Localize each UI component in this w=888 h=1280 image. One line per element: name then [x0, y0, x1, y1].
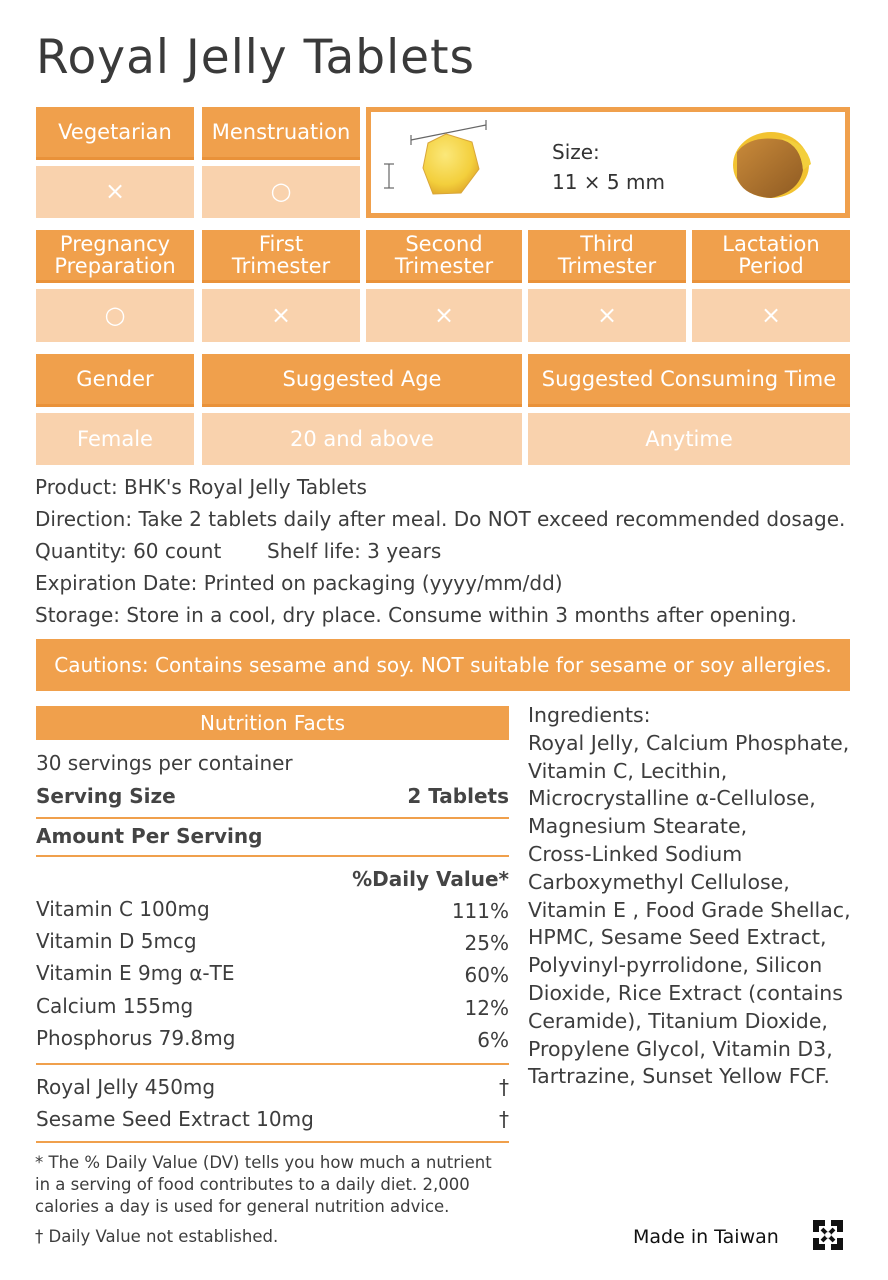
ingredients-line: Cross-Linked Sodium — [528, 841, 743, 866]
header-line: First — [258, 231, 304, 256]
ingredients-line: Tartrazine, Sunset Yellow FCF. — [528, 1064, 830, 1089]
header-line: Third — [580, 231, 634, 256]
size-panel — [366, 107, 850, 218]
menstruation-header: Menstruation — [202, 107, 360, 160]
pregnancy-preparation-header — [36, 230, 194, 283]
nutrient-dv: 25% — [464, 931, 509, 955]
ingredients-line: Carboxymethyl Cellulose, — [528, 869, 790, 894]
ingredients-line: Magnesium Stearate, — [528, 814, 748, 839]
daily-value-header: %Daily Value* — [352, 867, 509, 891]
gender-value: Female — [36, 413, 194, 465]
direction-line: Direction: Take 2 tablets daily after meal. Do NOT exceed recommended dosage. — [35, 507, 846, 531]
gender-header: Gender — [36, 354, 194, 407]
header-line: Preparation — [54, 254, 176, 278]
first-trimester-value: × — [202, 289, 360, 342]
footnote-line: in a serving of food contributes to a daily diet. 2,000 — [35, 1175, 470, 1194]
footnote-line: * The % Daily Value (DV) tells you how much a nutrient — [35, 1153, 492, 1172]
third-trimester-value: × — [528, 289, 686, 342]
product-line: Product: BHK's Royal Jelly Tablets — [35, 475, 367, 499]
ingredients-line: Dioxide, Rice Extract (contains — [528, 980, 843, 1005]
other-ingredient-dv: † — [499, 1075, 509, 1099]
ingredients-line: Polyvinyl-pyrrolidone, Silicon — [528, 953, 823, 978]
quantity-line: Quantity: 60 count — [35, 539, 222, 563]
nutrient-name: Vitamin E 9mg α-TE — [36, 961, 235, 985]
second-trimester-value: × — [366, 289, 522, 342]
page-title: Royal Jelly Tablets — [36, 30, 476, 85]
nutrient-name: Vitamin D 5mcg — [36, 929, 197, 953]
nutrient-dv: 111% — [451, 899, 509, 923]
nutrient-name: Calcium 155mg — [36, 994, 194, 1018]
shelf-life-line: Shelf life: 3 years — [267, 539, 442, 563]
header-line: Trimester — [231, 254, 331, 278]
ingredients-line: Ceramide), Titanium Dioxide, — [528, 1008, 828, 1033]
header-line: Second — [405, 231, 483, 256]
storage-line: Storage: Store in a cool, dry place. Consume within 3 months after opening. — [35, 603, 797, 627]
nutrient-dv: 60% — [464, 963, 509, 987]
other-ingredient-dv: † — [499, 1107, 509, 1131]
ingredients-line: Vitamin E , Food Grade Shellac, — [528, 897, 851, 922]
header-line: Trimester — [557, 254, 657, 278]
other-ingredient-name: Royal Jelly 450mg — [36, 1075, 216, 1099]
suggested-age-value: 20 and above — [202, 413, 522, 465]
ingredients-line: Vitamin C, Lecithin, — [528, 758, 728, 783]
suggested-age-header: Suggested Age — [202, 354, 522, 407]
menstruation-value: ○ — [202, 166, 360, 218]
header-line: Period — [738, 254, 804, 278]
expiration-line: Expiration Date: Printed on packaging (yyyy/mm/dd) — [35, 571, 563, 595]
nutrient-dv: 12% — [464, 996, 509, 1020]
pregnancy-preparation-value: ○ — [36, 289, 194, 342]
ingredients-line: Propylene Glycol, Vitamin D3, — [528, 1036, 833, 1061]
first-trimester-header — [202, 230, 360, 283]
suggested-time-value: Anytime — [528, 413, 850, 465]
ingredients-label: Ingredients: — [528, 703, 651, 727]
header-line: Pregnancy — [59, 231, 171, 256]
size-value: 11 × 5 mm — [552, 170, 665, 194]
ingredients-line: Royal Jelly, Calcium Phosphate, — [528, 730, 850, 755]
vegetarian-header: Vegetarian — [36, 107, 194, 160]
second-trimester-header — [366, 230, 522, 283]
divider — [36, 1063, 509, 1065]
serving-size-label: Serving Size — [36, 784, 176, 808]
caution-banner: Cautions: Contains sesame and soy. NOT suitable for sesame or soy allergies. — [36, 639, 850, 691]
other-ingredient-name: Sesame Seed Extract 10mg — [36, 1107, 314, 1131]
serving-size-value: 2 Tablets — [407, 784, 509, 808]
header-line: Lactation — [722, 231, 820, 256]
size-label: Size: — [552, 140, 600, 164]
nutrition-facts-header: Nutrition Facts — [36, 706, 509, 740]
divider — [36, 1141, 509, 1143]
nutrient-dv: 6% — [477, 1028, 509, 1052]
ingredients-line: Microcrystalline α-Cellulose, — [528, 786, 816, 811]
divider — [36, 817, 509, 819]
nutrient-name: Vitamin C 100mg — [36, 897, 210, 921]
vegetarian-value: × — [36, 166, 194, 218]
third-trimester-header — [528, 230, 686, 283]
divider — [36, 855, 509, 857]
suggested-time-header: Suggested Consuming Time — [528, 354, 850, 407]
servings-per-container: 30 servings per container — [36, 751, 293, 775]
header-line: Trimester — [394, 254, 494, 278]
recycle-icon — [809, 1216, 847, 1254]
footnote-dagger: † Daily Value not established. — [35, 1227, 279, 1246]
amount-per-serving: Amount Per Serving — [36, 824, 263, 848]
nutrient-name: Phosphorus 79.8mg — [36, 1026, 236, 1050]
lactation-period-header — [692, 230, 850, 283]
footnote-line: calories a day is used for general nutrition advice. — [35, 1197, 450, 1216]
ingredients-block — [528, 702, 868, 1091]
origin-label: Made in Taiwan — [633, 1226, 779, 1248]
lactation-period-value: × — [692, 289, 850, 342]
ingredients-line: HPMC, Sesame Seed Extract, — [528, 925, 827, 950]
tablet-illustration — [371, 112, 845, 213]
